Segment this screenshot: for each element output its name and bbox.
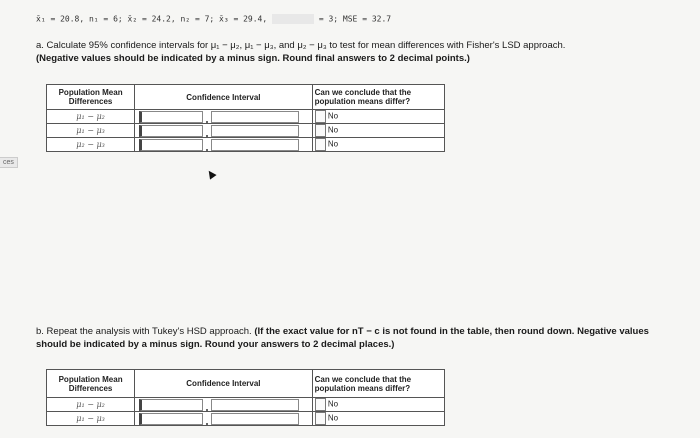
ci-upper-input[interactable] <box>211 125 299 137</box>
row-label: μ₁ − μ₂ <box>47 398 135 412</box>
separator-dot <box>206 121 208 123</box>
given-values-left: x̄₁ = 20.8, n₁ = 6; x̄₂ = 24.2, n₂ = 7; x̄₃ = 29.4, <box>36 14 268 24</box>
conclusion-value: No <box>327 125 339 135</box>
col-header-conclude: Can we conclude that the population means differ? <box>312 85 444 110</box>
conclusion-dropdown[interactable] <box>315 412 326 425</box>
part-a-question: a. Calculate 95% confidence intervals for μ₁ − μ₂, μ₁ − μ₃, and μ₂ − μ₃ to test for mean differences with Fisher's LSD approach. <box>36 40 566 51</box>
ci-upper-input[interactable] <box>211 399 299 411</box>
col-header-ci: Confidence Interval <box>135 370 312 398</box>
part-b-question: b. Repeat the analysis with Tukey's HSD approach. <box>36 326 252 337</box>
part-b-instructions: (If the exact value for nT − c is not found in the table, then round down. Negative values should be indicated by a minus sign. Round your answers to 2 decimal places.) <box>36 326 649 350</box>
part-a-text <box>36 39 676 65</box>
conclusion-value: No <box>327 139 339 149</box>
conclusion-value: No <box>327 399 339 409</box>
table-row <box>47 412 445 426</box>
obscured-region <box>272 14 314 24</box>
row-label: μ₁ − μ₃ <box>47 124 135 138</box>
ci-upper-input[interactable] <box>211 413 299 425</box>
given-values-line <box>36 14 391 24</box>
given-values-right: = 3; MSE = 32.7 <box>318 14 392 24</box>
separator-dot <box>206 135 208 137</box>
ci-lower-input[interactable] <box>139 139 203 151</box>
separator-dot <box>206 409 208 411</box>
col-header-pop: Population Mean Differences <box>47 85 135 110</box>
part-a-instructions: (Negative values should be indicated by a minus sign. Round final answers to 2 decimal points.) <box>36 53 470 64</box>
conclusion-dropdown[interactable] <box>315 124 326 137</box>
part-b-text <box>36 325 676 351</box>
table-row <box>47 138 445 152</box>
conclusion-value: No <box>327 111 339 121</box>
part-a-table <box>46 84 445 152</box>
row-label: μ₁ − μ₂ <box>47 110 135 124</box>
row-label: μ₂ − μ₃ <box>47 138 135 152</box>
side-tab[interactable]: ces <box>0 157 18 168</box>
mouse-cursor-icon <box>205 168 216 179</box>
conclusion-value: No <box>327 413 339 423</box>
col-header-pop: Population Mean Differences <box>47 370 135 398</box>
ci-upper-input[interactable] <box>211 111 299 123</box>
conclusion-dropdown[interactable] <box>315 138 326 151</box>
separator-dot <box>206 423 208 425</box>
ci-lower-input[interactable] <box>139 111 203 123</box>
row-label: μ₁ − μ₃ <box>47 412 135 426</box>
ci-lower-input[interactable] <box>139 125 203 137</box>
part-b-table <box>46 369 445 426</box>
col-header-conclude: Can we conclude that the population means differ? <box>312 370 444 398</box>
conclusion-dropdown[interactable] <box>315 110 326 123</box>
table-row <box>47 398 445 412</box>
table-row <box>47 110 445 124</box>
ci-lower-input[interactable] <box>139 399 203 411</box>
table-row <box>47 124 445 138</box>
col-header-ci: Confidence Interval <box>135 85 312 110</box>
separator-dot <box>206 149 208 151</box>
ci-upper-input[interactable] <box>211 139 299 151</box>
conclusion-dropdown[interactable] <box>315 398 326 411</box>
ci-lower-input[interactable] <box>139 413 203 425</box>
